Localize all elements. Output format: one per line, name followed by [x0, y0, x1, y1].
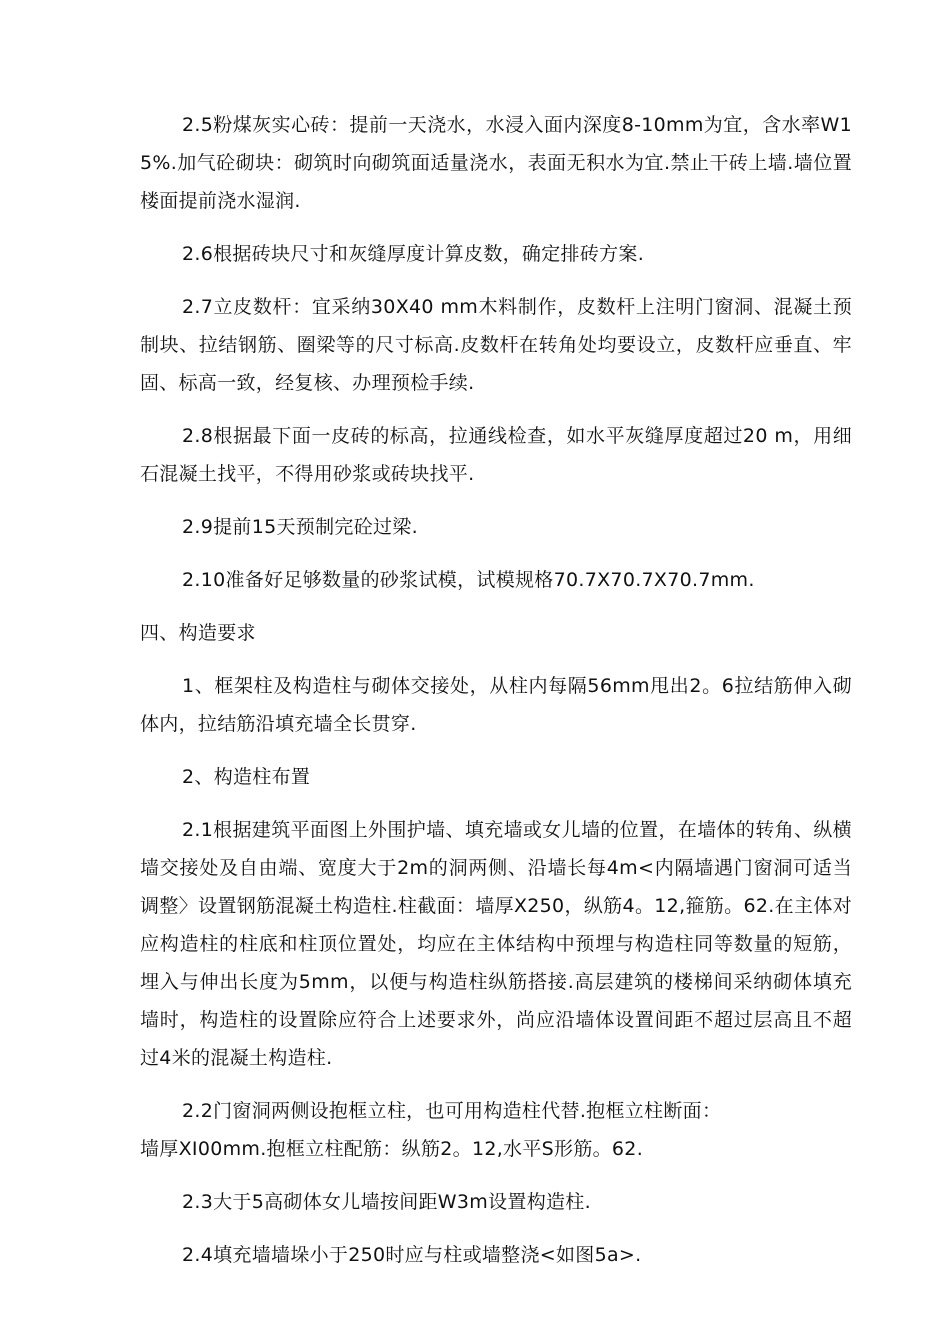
paragraph-2-4: 2.4填充墙墙垛小于250时应与柱或墙整浇<如图5a>.: [182, 1244, 642, 1266]
document-body: [140, 106, 852, 1289]
paragraph-2-1: 2.1根据建筑平面图上外围护墙、填充墙或女儿墙的位置，在墙体的转角、纵横墙交接处及自由端、宽度大于2m的洞两侧、沿墙长每4m<内隔墙遇门窗洞可适当调整〉设置钢筋混凝土构造柱.柱截面：墙厚X250，纵筋4。12,箍筋。62.在主体对应构造柱的柱底和柱顶位置处，均应在主体结构中预埋与构造柱同等数量的短筋，埋入与伸出长度为5mm，以便与构造柱纵筋搭接.高层建筑的楼梯间采纳砌体填充墙时，构造柱的设置除应符合上述要求外，尚应沿墙体设置间距不超过层高且不超过4米的混凝土构造柱.: [140, 819, 852, 1069]
paragraph-2-7: 2.7立皮数杆：宜采纳30X40 mm木料制作，皮数杆上注明门窗洞、混凝土预制块、拉结钢筋、圈梁等的尺寸标高.皮数杆在转角处均要设立，皮数杆应垂直、牢固、标高一致，经复核、办理预检手续.: [140, 296, 852, 394]
paragraph-2-8: 2.8根据最下面一皮砖的标高，拉通线检查，如水平灰缝厚度超过20 m，用细石混凝土找平，不得用砂浆或砖块找平.: [140, 425, 852, 485]
section-heading-4: 四、构造要求: [140, 622, 256, 644]
paragraph-2-2: 2.2门窗洞两侧设抱框立柱，也可用构造柱代替.抱框立柱断面：: [182, 1100, 722, 1122]
paragraph-1: 1、框架柱及构造柱与砌体交接处，从柱内每隔56mm甩出2。6拉结筋伸入砌体内，拉结筋沿填充墙全长贯穿.: [140, 675, 852, 735]
paragraph-2-6: 2.6根据砖块尺寸和灰缝厚度计算皮数，确定排砖方案.: [182, 243, 645, 265]
paragraph-2-10: 2.10准备好足够数量的砂浆试模，试模规格70.7X70.7X70.7mm.: [182, 569, 755, 591]
subheading-2: 2、构造柱布置: [182, 766, 311, 788]
paragraph-2-9: 2.9提前15天预制完砼过梁.: [182, 516, 418, 538]
paragraph-2-2-continued: 墙厚XI00mm.抱框立柱配筋：纵筋2。12,水平S形筋。62.: [140, 1138, 644, 1160]
paragraph-2-5: 2.5粉煤灰实心砖：提前一天浇水，水浸入面内深度8-10mm为宜，含水率W15%.加气砼砌块：砌筑时向砌筑面适量浇水，表面无积水为宜.禁止干砖上墙.墙位置楼面提前浇水湿润.: [140, 114, 852, 212]
paragraph-2-3: 2.3大于5高砌体女儿墙按间距W3m设置构造柱.: [182, 1191, 591, 1213]
